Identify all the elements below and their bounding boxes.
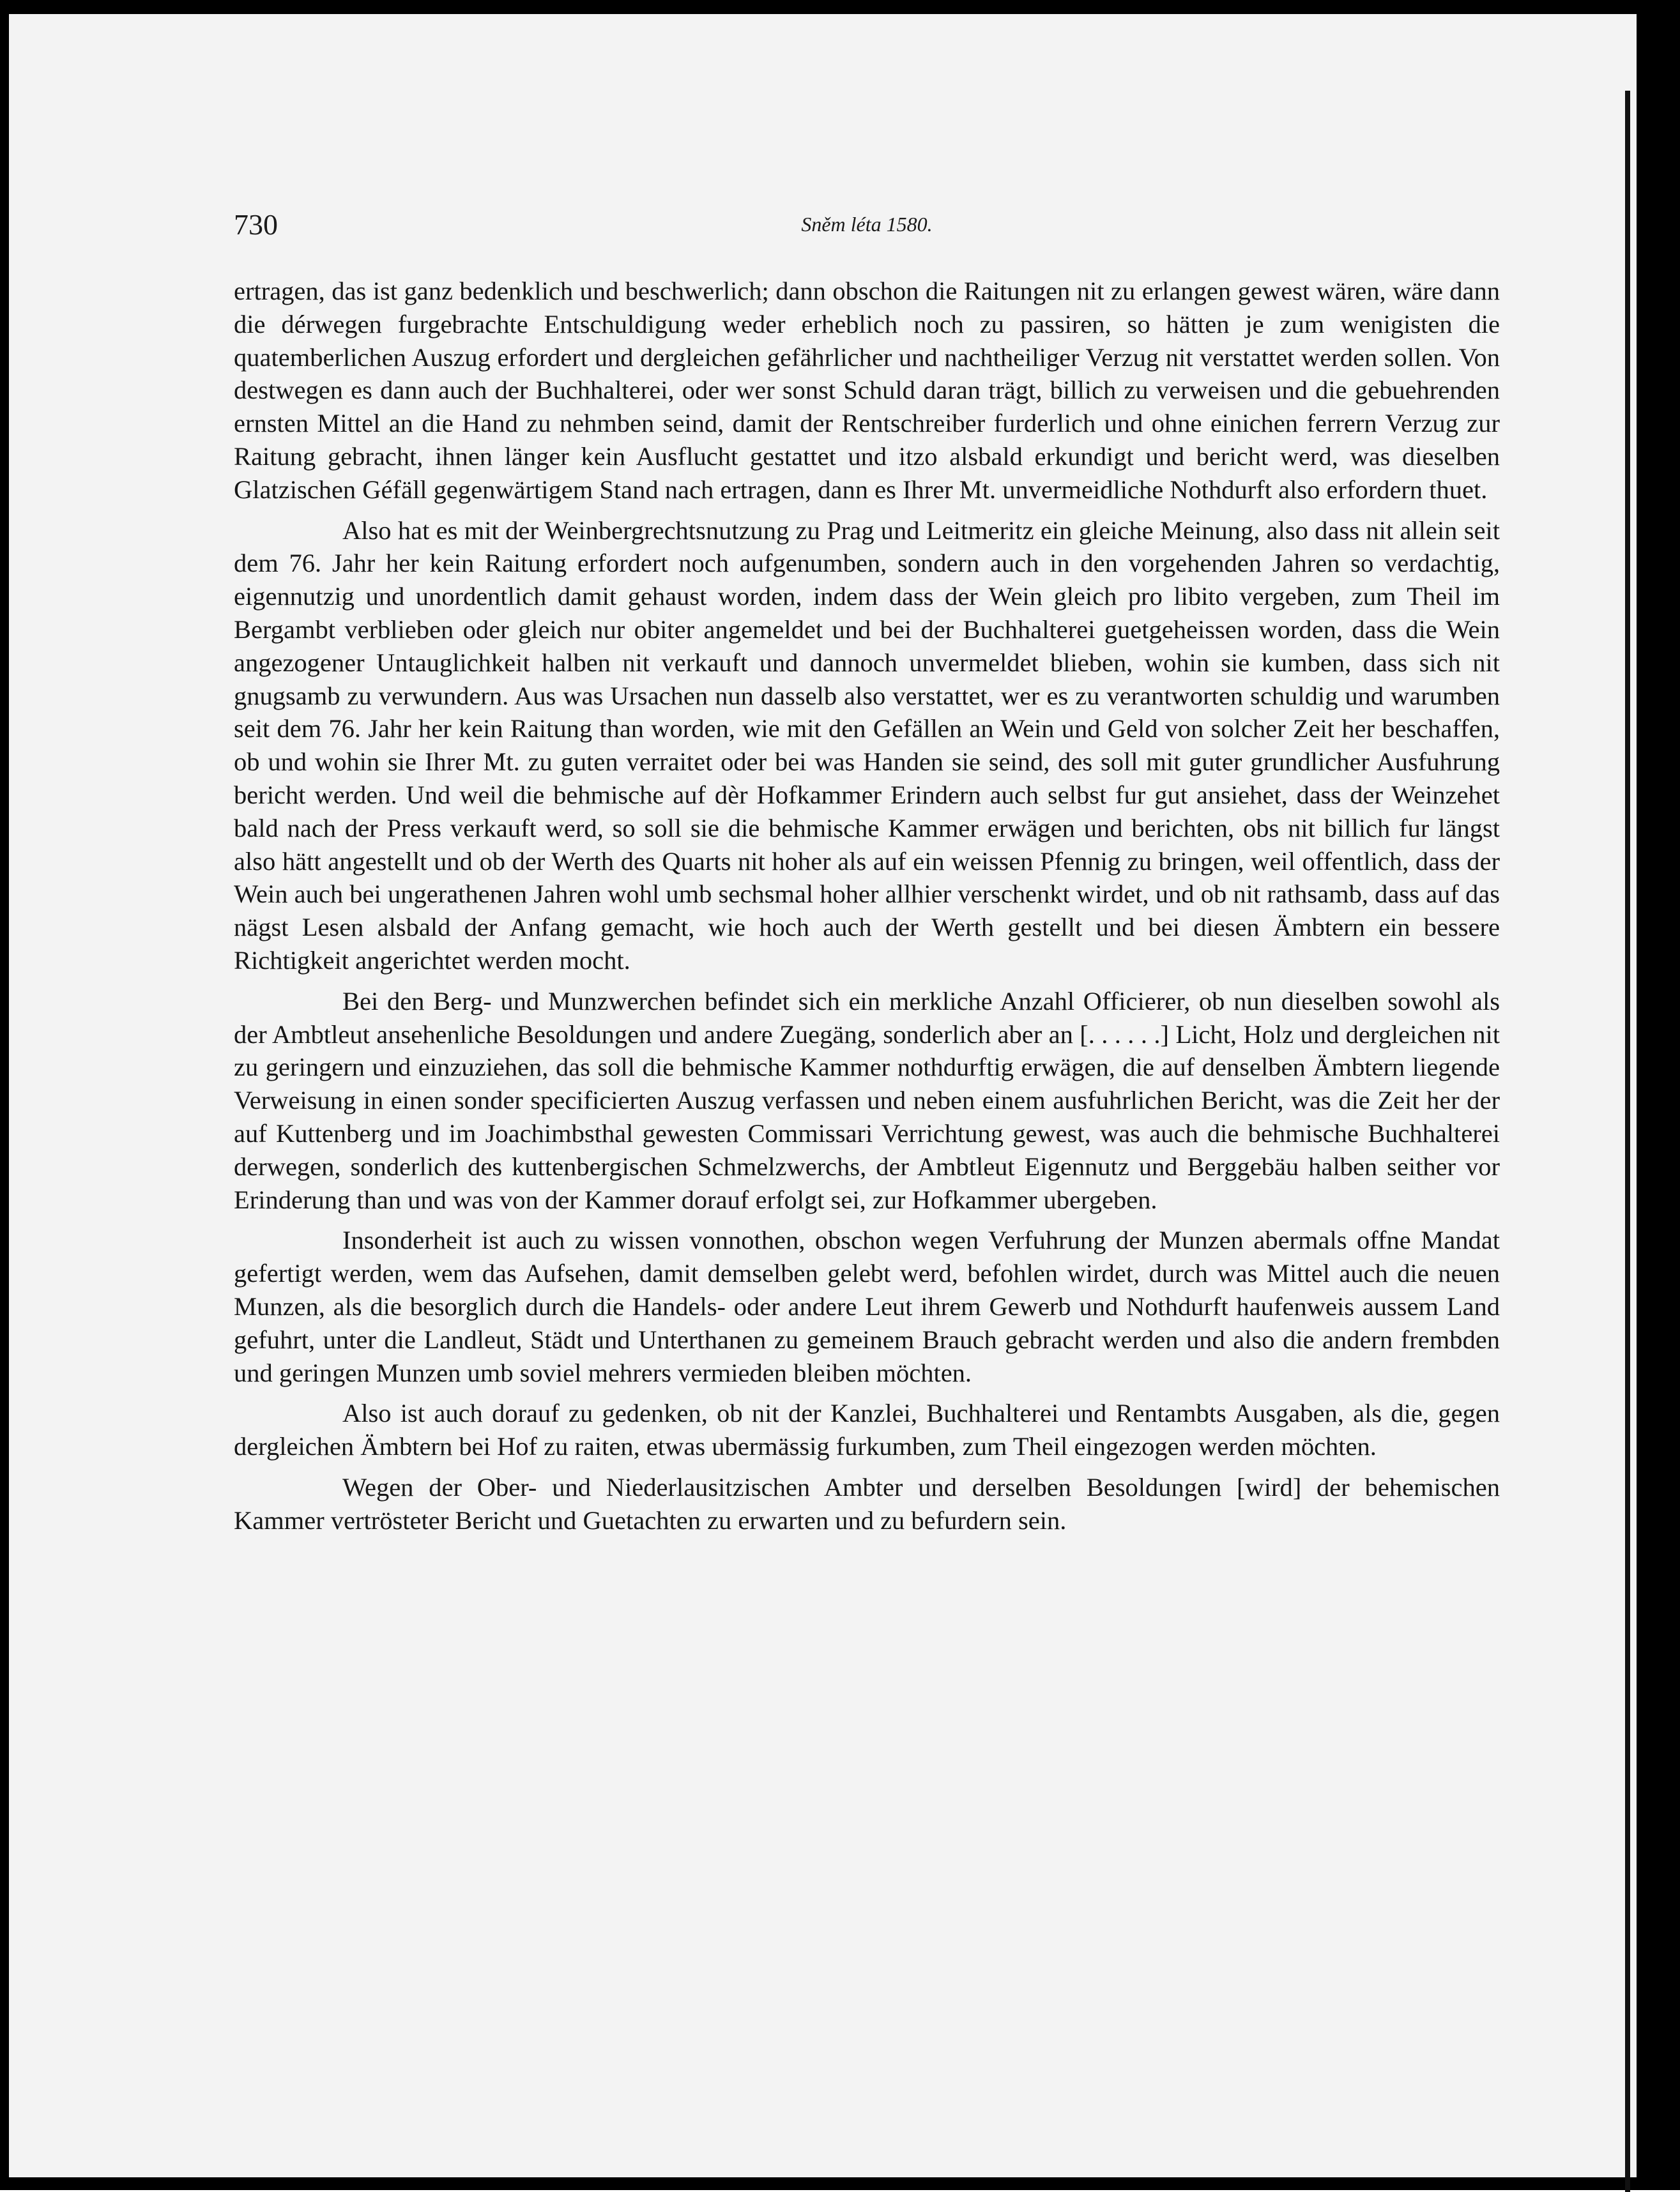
running-head: Sněm léta 1580. <box>801 213 933 236</box>
paragraph-5: Also ist auch dorauf zu gedenken, ob nit der Kanzlei, Buchhalterei und Rentambts Ausgaben, als die, gegen dergleichen Ämbtern bei Hof zu raiten, etwas ubermässig furkumben, zum Theil eingezogen werden möchten. <box>234 1399 1500 1461</box>
scan-border-top <box>0 0 1680 14</box>
paragraph-2: Also hat es mit der Weinbergrechtsnutzung zu Prag und Leitmeritz ein gleiche Meinung, also dass nit allein seit dem 76. Jahr her kein Raitung erfordert noch aufgenumben, sondern auch in den vorgehenden Jahren so verdachtig, eigennutzig und unordentlich damit gehaust worden, indem dass der Wein gleich pro libito vergeben, zum Theil im Bergambt verblieben oder gleich nur obiter angemeldet und bei der Buchhalterei guetgeheissen worden, dass die Wein angezogener Untauglichkeit halben nit verkauft und dannoch unvermeldet blieben, wohin sie kumben, dass sich nit gnugsamb zu verwundern. Aus was Ursachen nun dasselb also verstattet, wer es zu verantworten schuldig und warumben seit dem 76. Jahr her kein Raitung than worden, wie mit den Gefällen an Wein und Geld von solcher Zeit her beschaffen, ob und wohin sie Ihrer Mt. zu guten verraitet oder bei was Handen sie seind, des soll mit guter grundlicher Ausfuhrung bericht werden. Und weil die behmische auf dèr Hofkammer Erindern auch selbst fur gut ansiehet, dass der Weinzehet bald nach der Press verkauft werd, so soll sie die behmische Kammer erwägen und berichten, obs nit billich fur längst also hätt angestellt und ob der Werth des Quarts nit hoher als auf ein weissen Pfennig zu bringen, weil offentlich, dass der Wein auch bei ungerathenen Jahren wohl umb sechsmal hoher allhier verschenkt wirdet, und ob nit rathsamb, dass auf das nägst Lesen alsbald der Anfang gemacht, wie hoch auch der Werth gestellt und bei diesen Ämbtern ein bessere Richtigkeit angerichtet werden mocht. <box>234 515 1500 975</box>
paragraph-6: Wegen der Ober- und Niederlausitzischen Ambter und derselben Besoldungen [wird] der behemischen Kammer vertrösteter Bericht und Guetachten zu erwarten und zu befurdern sein. <box>234 1472 1500 1535</box>
body-text <box>234 275 1500 1544</box>
paragraph-1: ertragen, das ist ganz bedenklich und beschwerlich; dann obschon die Raitungen nit zu erlangen gewest wären, wäre dann die dérwegen furgebrachte Entschuldigung weder erheblich noch zu passiren, so hätten je zum wenigisten die quatemberlichen Auszug erfordert und dergleichen gefährlicher und nachtheiliger Verzug nit verstattet werden sollen. Von destwegen es dann auch der Buchhalterei, oder wer sonst Schuld daran trägt, billich zu verweisen und die gebuehrenden ernsten Mittel an die Hand zu nehmben seind, damit der Rentschreiber furderlich und ohne einichen ferrern Verzug zur Raitung gebracht, ihnen länger kein Ausflucht gestattet und itzo alsbald erkundigt und bericht werd, was dieselben Glatzischen Géfäll gegenwärtigem Stand nach ertragen, dann es Ihrer Mt. unvermeidliche Nothdurft also erfordern thuet. <box>234 277 1500 504</box>
scan-border-left <box>0 0 9 2190</box>
page-header <box>234 208 1500 246</box>
scan-border-bottom <box>0 2177 1680 2190</box>
page-number: 730 <box>234 208 278 241</box>
scan-border-right <box>1637 0 1680 2190</box>
paragraph-4: Insonderheit ist auch zu wissen vonnothen, obschon wegen Verfuhrung der Munzen abermals offne Mandat gefertigt werden, wem das Aufsehen, damit demselben gelebt werd, befohlen wirdet, durch was Mittel auch die neuen Munzen, als die besorglich durch die Handels- oder andere Leut ihrem Gewerb und Nothdurft haufenweis aussem Land gefuhrt, unter die Landleut, Städt und Unterthanen zu gemeinem Brauch gebracht werden und also die andern frembden und geringen Munzen umb soviel mehrers vermieden bleiben möchten. <box>234 1226 1500 1387</box>
paragraph-3: Bei den Berg- und Munzwerchen befindet sich ein merkliche Anzahl Officierer, ob nun dieselben sowohl als der Ambtleut ansehenliche Besoldungen und andere Zuegäng, sonderlich aber an [. . . . . .] Licht, Holz und dergleichen nit zu geringern und einzuziehen, das soll die behmische Kammer nothdurftig erwägen, die auf denselben Ämbtern liegende Verweisung in einen sonder specificierten Auszug verfassen und neben einem ausfuhrlichen Bericht, was die Zeit her der auf Kuttenberg und im Joachimbsthal gewesten Commissari Verrichtung gewest, was auch die behmische Buchhalterei derwegen, sonderlich des kuttenbergischen Schmelzwerchs, der Ambtleut Eigennutz und Berggebäu halben seither vor Erinderung than und was von der Kammer dorauf erfolgt sei, zur Hofkammer ubergeben. <box>234 986 1500 1214</box>
gutter-line <box>1625 91 1630 2192</box>
